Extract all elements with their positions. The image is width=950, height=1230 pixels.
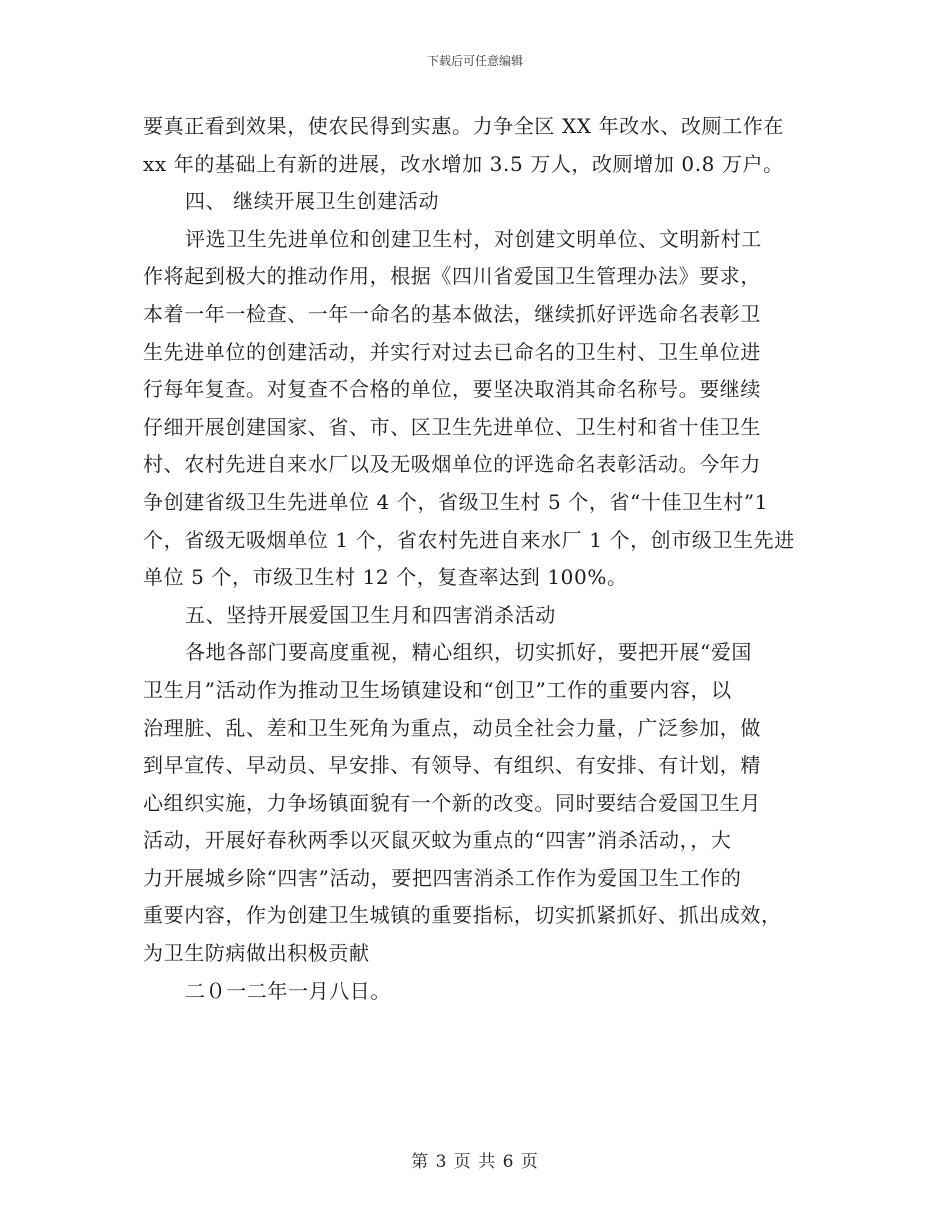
text-line: 评选卫生先进单位和创建卫生村，对创建文明单位、文明新村工 (185, 226, 762, 251)
text-line: 力开展城乡除“四害”活动，要把四害消杀工作作为爱国卫生工作的 (143, 865, 742, 890)
section-heading-5: 五、坚持开展爱国卫生月和四害消杀活动 (185, 602, 556, 627)
text-line: 到早宣传、早动员、早安排、有领导、有组织、有安排、有计划，精 (143, 753, 761, 778)
document-body (143, 108, 809, 1010)
text-line: 心组织实施，力争场镇面貌有一个新的改变。同时要结合爱国卫生月 (143, 790, 761, 815)
text-line: 行每年复查。对复查不合格的单位，要坚决取消其命名称号。要继续 (143, 377, 761, 402)
text-line: 为卫生防病做出积极贡献 (143, 941, 370, 966)
text-line: 治理脏、乱、差和卫生死角为重点，动员全社会力量，广泛参加，做 (143, 715, 761, 740)
text-line: xx 年的基础上有新的进展，改水增加 3.5 万人，改厕增加 0.8 万户。 (143, 151, 784, 176)
text-line: 仔细开展创建国家、省、市、区卫生先进单位、卫生村和省十佳卫生 (143, 414, 761, 439)
text-line: 争创建省级卫生先进单位 4 个，省级卫生村 5 个，省“十佳卫生村”1 (143, 489, 769, 514)
page-header-note: 下载后可任意编辑 (426, 54, 523, 68)
text-line: 单位 5 个，市级卫生村 12 个，复查率达到 100%。 (143, 565, 628, 590)
section-heading-4: 四、 继续开展卫生创建活动 (185, 189, 440, 214)
text-line: 个，省级无吸烟单位 1 个，省农村先进自来水厂 1 个，创市级卫生先进 (143, 527, 795, 552)
text-line: 本着一年一检查、一年一命名的基本做法，继续抓好评选命名表彰卫 (143, 301, 761, 326)
date-line: 二０一二年一月八日。 (185, 978, 391, 1003)
text-line: 各地各部门要高度重视，精心组织，切实抓好，要把开展“爱国 (185, 640, 753, 665)
text-line: 作将起到极大的推动作用，根据《四川省爱国卫生管理办法》要求， (143, 264, 761, 289)
text-line: 重要内容，作为创建卫生城镇的重要指标，切实抓紧抓好、抓出成效， (143, 903, 782, 928)
text-line: 活动，开展好春秋两季以灭鼠灭蚊为重点的“四害”消杀活动，，大 (143, 828, 732, 853)
text-line: 村、农村先进自来水厂以及无吸烟单位的评选命名表彰活动。今年力 (143, 452, 761, 477)
text-line: 要真正看到效果，使农民得到实惠。力争全区 XX 年改水、改厕工作在 (143, 114, 784, 138)
text-line: 生先进单位的创建活动，并实行对过去已命名的卫生村、卫生单位进 (143, 339, 761, 364)
text-line: 卫生月”活动作为推动卫生场镇建设和“创卫”工作的重要内容，以 (143, 677, 732, 702)
page-number-footer: 第 3 页 共 6 页 (411, 1152, 539, 1172)
